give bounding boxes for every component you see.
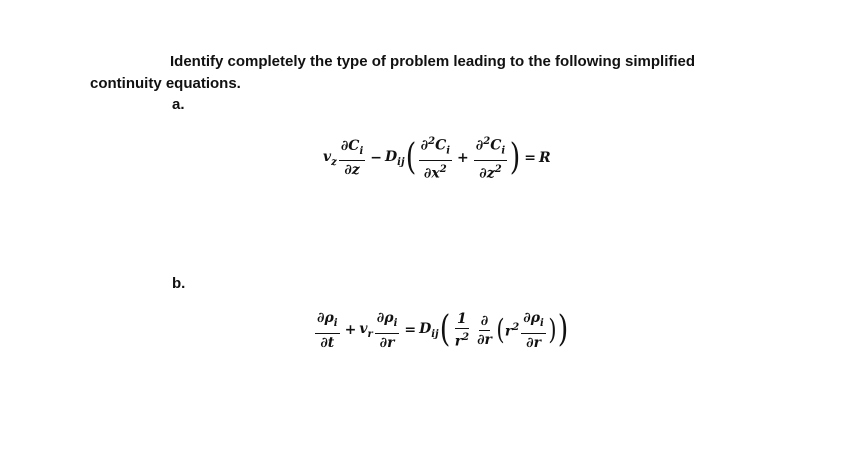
fraction-drho-dt: $\frac{\partial\rho_i}{\partial t}$	[317, 310, 338, 351]
question-line-2: continuity equations.	[90, 75, 241, 92]
left-paren: (	[405, 137, 416, 179]
outer-left-paren: (	[439, 309, 450, 351]
inner-right-paren: )	[548, 313, 557, 347]
fraction-drho-dr: $\frac{\partial\rho_i}{\partial r}$	[376, 310, 398, 351]
equals-sign: =	[404, 322, 417, 339]
minus-sign: −	[370, 150, 382, 167]
equation-a	[323, 134, 551, 182]
outer-right-paren: )	[557, 309, 569, 351]
diffusivity-term: $D_{ij}$	[385, 148, 405, 168]
r-squared-term: $r^2$	[504, 321, 520, 340]
reaction-term: R	[538, 150, 551, 167]
fraction-d-dr: $\frac{\partial}{\partial r}$	[477, 312, 492, 348]
plus-sign: +	[457, 150, 469, 167]
right-paren: )	[509, 137, 521, 179]
inner-left-paren: (	[496, 313, 505, 347]
part-b-label: b.	[172, 275, 186, 292]
fraction-one-over-r2: $\frac{1}{r^2}$	[454, 311, 470, 350]
equation-b	[313, 310, 569, 351]
diffusivity-term: $D_{ij}$	[419, 321, 439, 340]
velocity-term: $v_z$	[323, 148, 337, 168]
equals-sign: =	[524, 150, 536, 167]
velocity-term: $v_r$	[359, 321, 373, 340]
fraction-d2c-dx2: $\frac{\partial^2C_i}{\partial x^2}$	[420, 136, 451, 183]
fraction-dc-dz: $\frac{\partial C_i}{\partial z}$	[340, 137, 364, 179]
part-a-label: a.	[172, 96, 185, 113]
fraction-d2c-dz2: $\frac{\partial^2C_i}{\partial z^2}$	[475, 136, 506, 183]
plus-sign: +	[344, 322, 357, 339]
question-line-1: Identify completely the type of problem leading to the following simplified	[170, 53, 696, 70]
fraction-drho-dr-inner: $\frac{\partial\rho_i}{\partial r}$	[523, 310, 544, 351]
